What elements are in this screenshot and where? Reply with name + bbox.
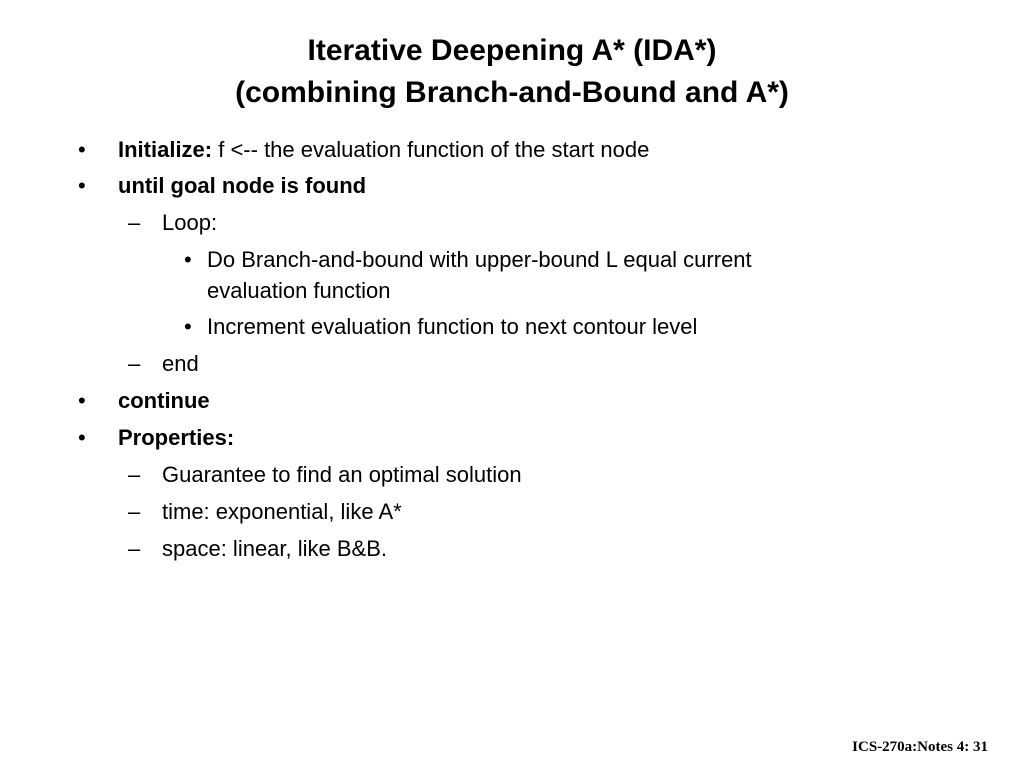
bullet-continue: continue xyxy=(118,388,210,413)
sub-item-guarantee: Guarantee to find an optimal solution xyxy=(162,462,522,487)
sub-sub-item-branch-and-bound: Do Branch-and-bound with upper-bound L equal current xyxy=(207,247,752,272)
bullet-properties: Properties: xyxy=(118,425,235,450)
sub-sub-item-increment: Increment evaluation function to next contour level xyxy=(207,314,698,339)
bullet-marker: • xyxy=(78,425,86,450)
sub-bullet-marker: • xyxy=(184,314,192,339)
bullet-marker: • xyxy=(78,173,86,198)
bullet-text: f <-- the evaluation function of the start node xyxy=(212,137,650,162)
bullet-marker: • xyxy=(78,388,86,413)
slide-footer: ICS-270a:Notes 4: 31 xyxy=(852,739,988,755)
title-line-2: (combining Branch-and-Bound and A*) xyxy=(235,76,789,109)
title-line-1: Iterative Deepening A* (IDA*) xyxy=(307,34,717,67)
sub-bullet-marker: • xyxy=(184,247,192,272)
sub-item-end: end xyxy=(162,351,199,376)
sub-sub-item-branch-and-bound-cont: evaluation function xyxy=(207,278,391,303)
dash-marker: – xyxy=(128,499,141,524)
bullet-label: Initialize: xyxy=(118,137,213,162)
dash-marker: – xyxy=(128,462,141,487)
slide-title xyxy=(0,30,1024,114)
sub-item-time: time: exponential, like A* xyxy=(162,499,402,524)
dash-marker: – xyxy=(128,536,141,561)
dash-marker: – xyxy=(128,351,141,376)
bullet-initialize xyxy=(118,134,649,166)
dash-marker: – xyxy=(128,210,141,235)
sub-item-loop: Loop: xyxy=(162,210,218,235)
sub-item-space: space: linear, like B&B. xyxy=(162,536,388,561)
bullet-until-goal: until goal node is found xyxy=(118,173,367,198)
bullet-marker: • xyxy=(78,137,86,162)
